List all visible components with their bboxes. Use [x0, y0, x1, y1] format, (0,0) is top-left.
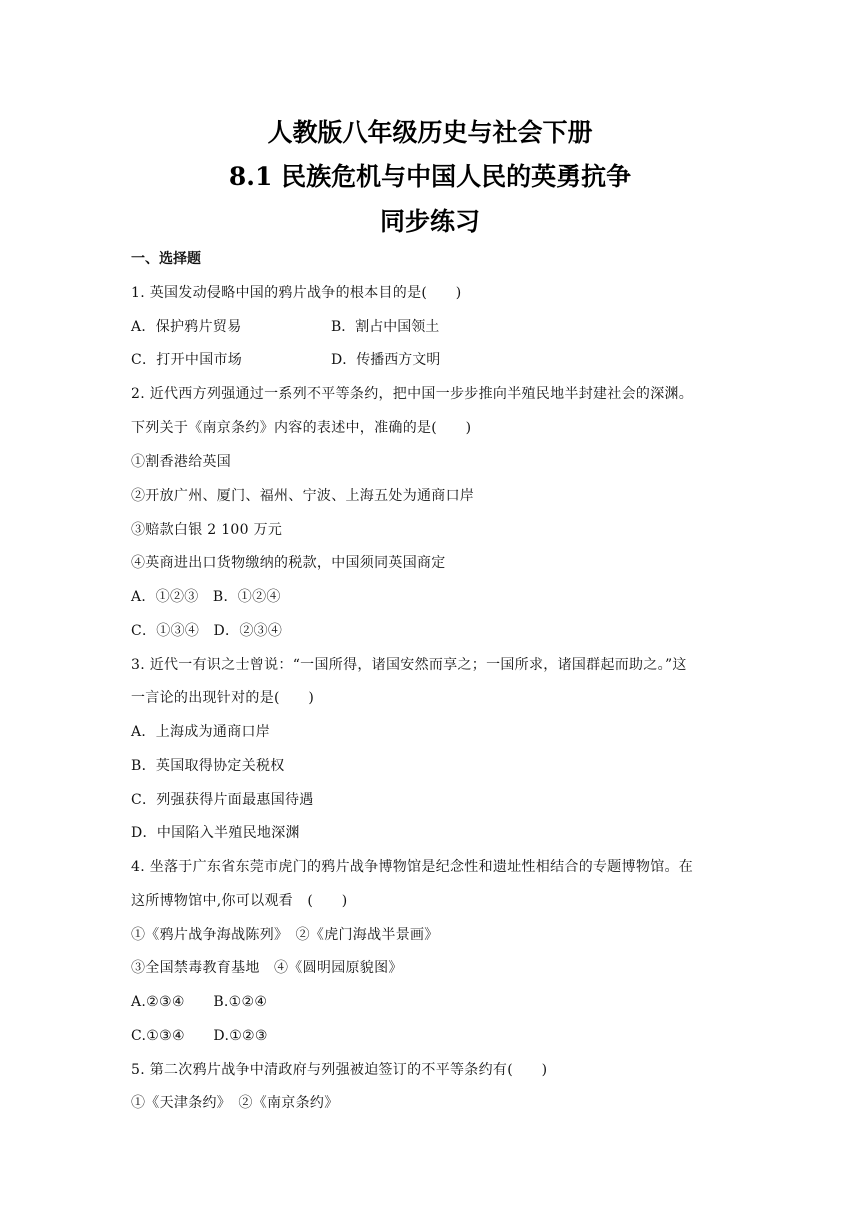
q2-statement-4: ④英商进出口货物缴纳的税款，中国须同英国商定: [131, 555, 446, 571]
doc-title-line2: 8.1 民族危机与中国人民的英勇抗争: [228, 162, 632, 191]
q2-stem-line2: 下列关于《南京条约》内容的表述中，准确的是( ): [131, 420, 472, 436]
q3-option-a: A．上海成为通商口岸: [131, 724, 271, 740]
q2-statement-2: ②开放广州、厦门、福州、宁波、上海五处为通商口岸: [131, 488, 475, 504]
q5-statements-12: ①《天津条约》 ②《南京条约》: [131, 1095, 339, 1111]
q2-options-cd: C．①③④ D．②③④: [131, 623, 283, 639]
q4-stem-line2: 这所博物馆中,你可以观看 ( ): [131, 893, 348, 909]
q3-option-d: D．中国陷入半殖民地深渊: [131, 825, 300, 841]
q1-option-c: C．打开中国市场: [131, 352, 243, 368]
q3-stem-line2: 一言论的出现针对的是( ): [131, 690, 315, 706]
q2-statement-3: ③赔款白银 2 100 万元: [131, 522, 283, 538]
q4-options-cd: C.①③④ D.①②③: [131, 1028, 268, 1044]
doc-title-line1: 人教版八年级历史与社会下册: [267, 118, 593, 147]
q2-stem-line1: 2. 近代西方列强通过一系列不平等条约，把中国一步步推向半殖民地半封建社会的深渊。: [131, 386, 694, 402]
q1-stem: 1. 英国发动侵略中国的鸦片战争的根本目的是( ): [131, 285, 462, 301]
q1-option-d: D．传播西方文明: [331, 352, 441, 368]
section-heading: 一、选择题: [131, 251, 201, 267]
q3-stem-line1: 3. 近代一有识之士曾说：“一国所得，诸国安然而享之；一国所求，诸国群起而助之。”这: [131, 657, 687, 673]
q3-option-b: B．英国取得协定关税权: [131, 758, 285, 774]
q5-stem: 5. 第二次鸦片战争中清政府与列强被迫签订的不平等条约有( ): [131, 1062, 548, 1078]
q2-options-ab: A．①②③ B．①②④: [131, 589, 281, 605]
q4-options-ab: A.②③④ B.①②④: [131, 994, 268, 1010]
q3-option-c: C．列强获得片面最惠国待遇: [131, 792, 314, 808]
q1-option-b: B．割占中国领土: [331, 319, 440, 335]
doc-title-line3: 同步练习: [379, 207, 480, 236]
q2-statement-1: ①割香港给英国: [131, 454, 232, 470]
q4-statements-12: ①《鸦片战争海战陈列》 ②《虎门海战半景画》: [131, 927, 439, 943]
q1-option-a: A．保护鸦片贸易: [131, 319, 242, 335]
q4-stem-line1: 4. 坐落于广东省东莞市虎门的鸦片战争博物馆是纪念性和遗址性相结合的专题博物馆。在: [131, 859, 694, 875]
q4-statements-34: ③全国禁毒教育基地 ④《圆明园原貌图》: [131, 960, 403, 976]
